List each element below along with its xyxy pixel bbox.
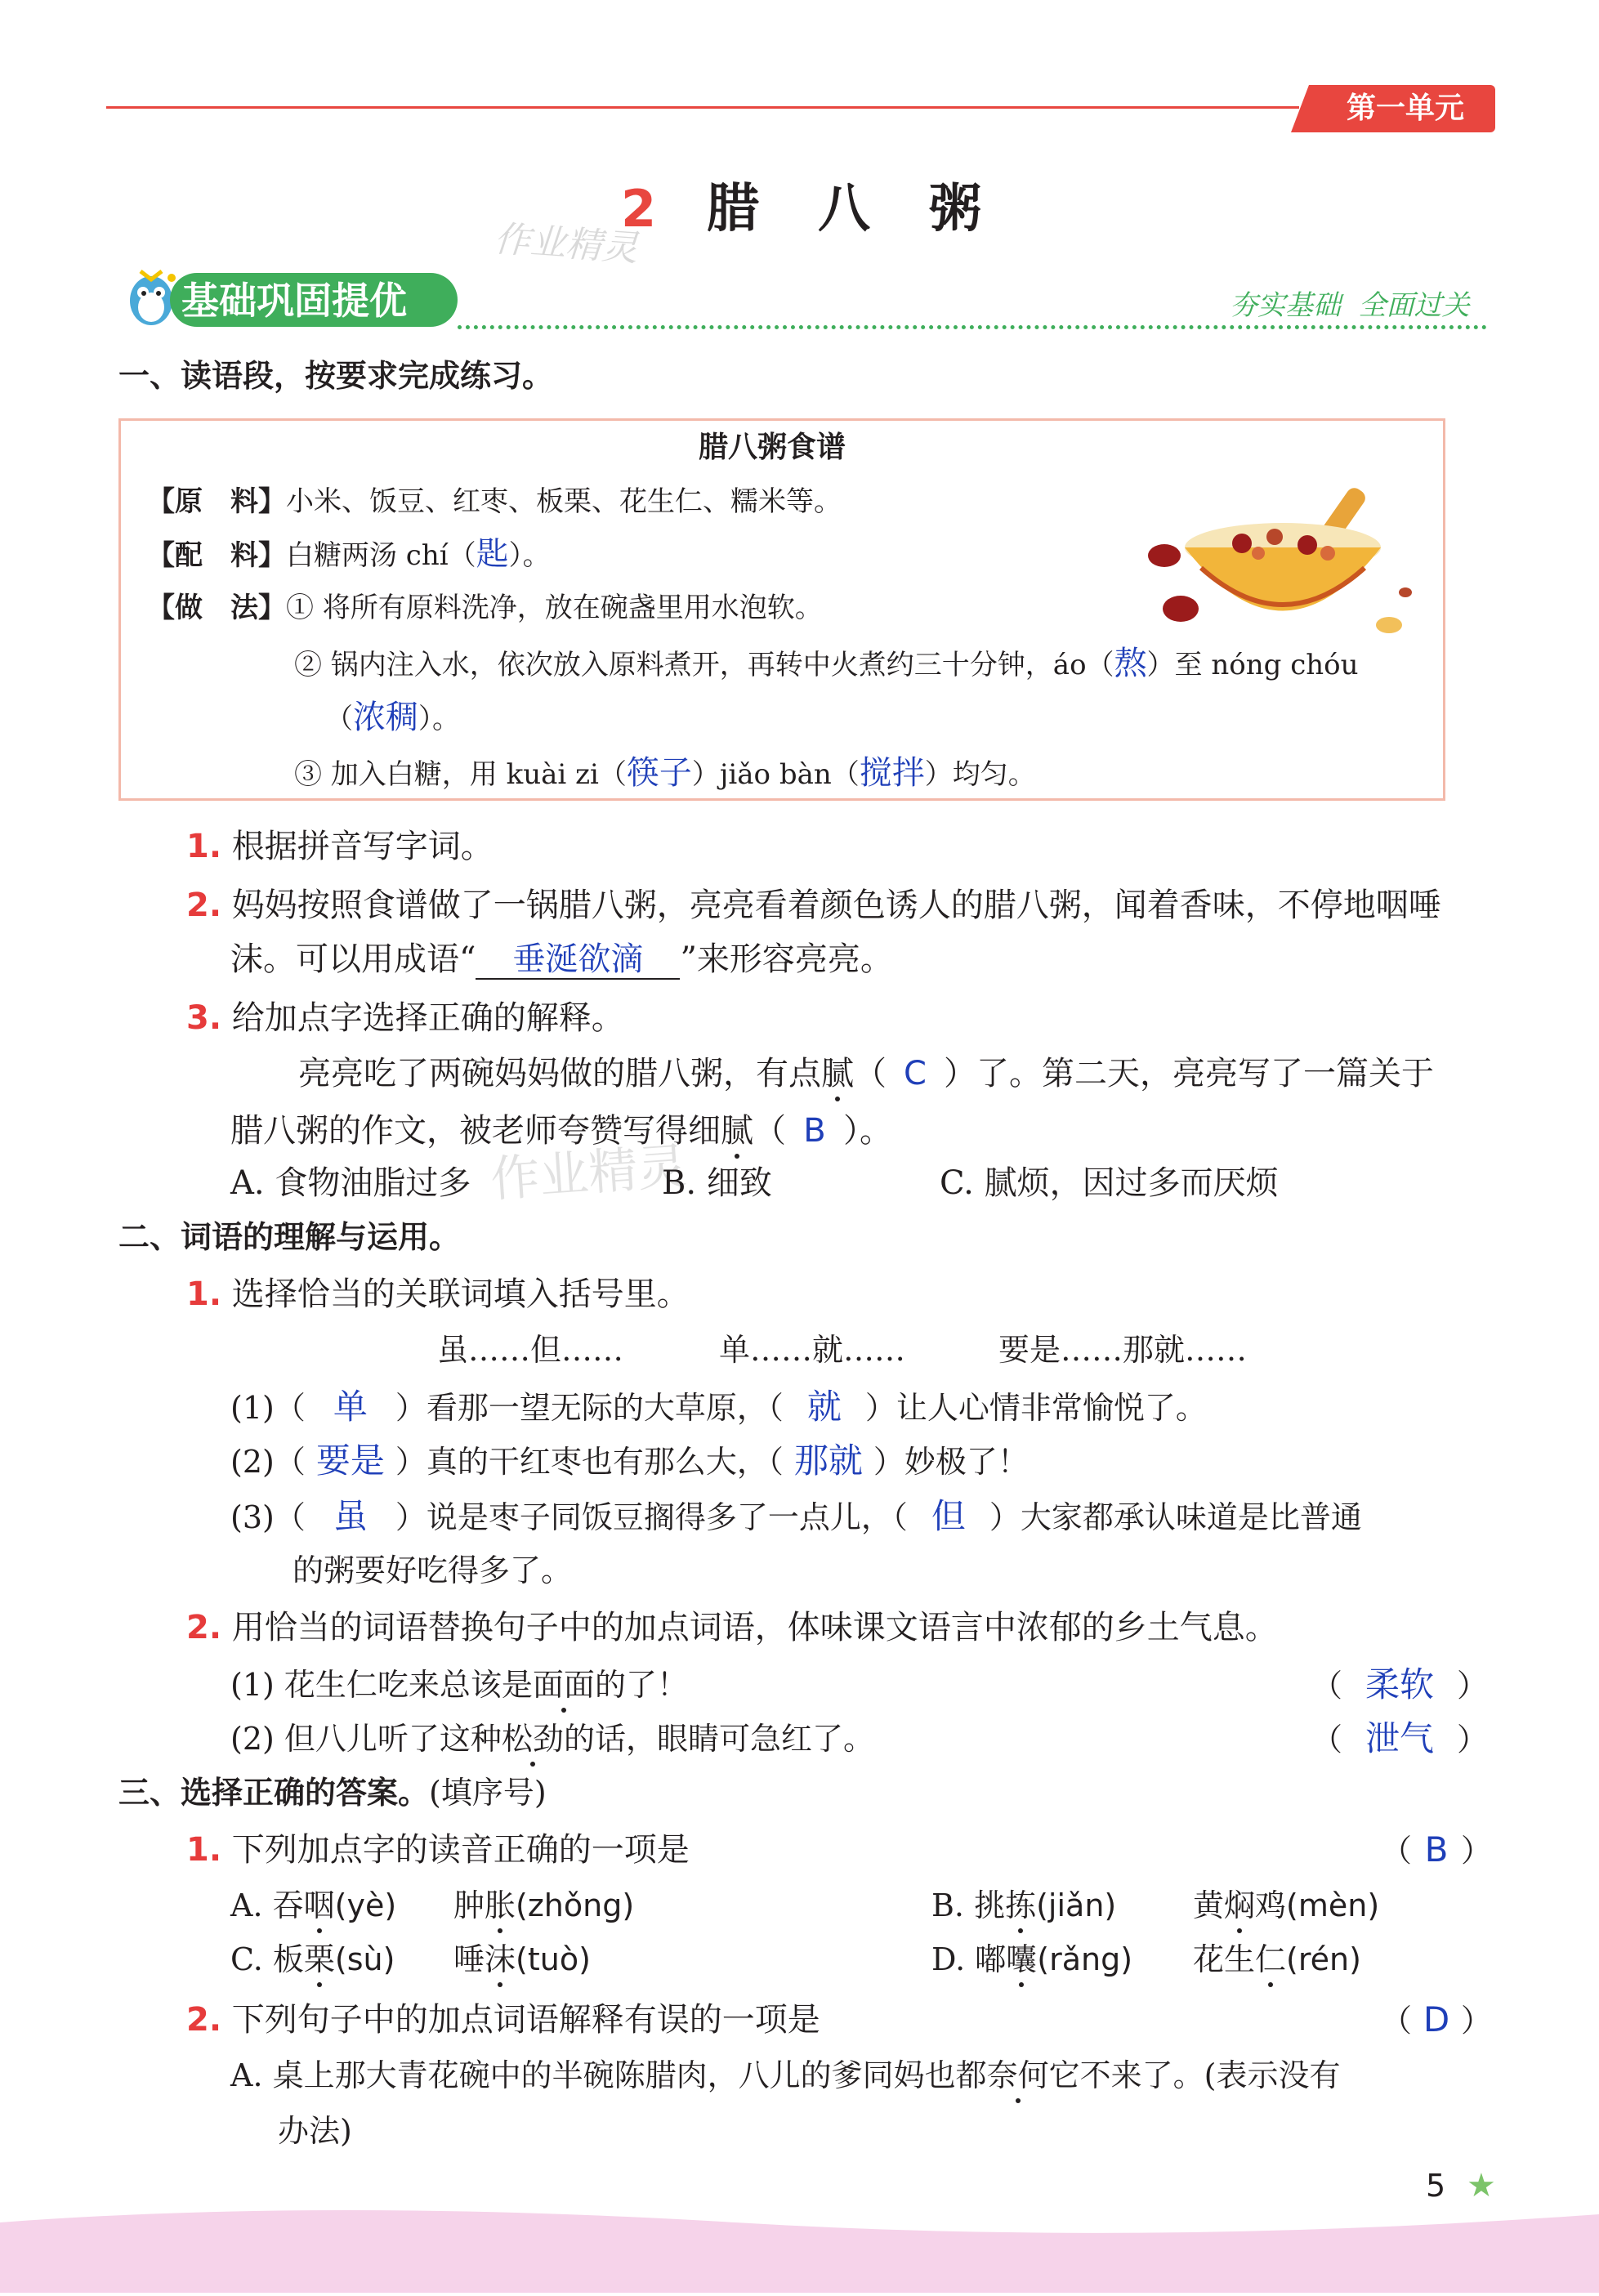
answer-choice: D bbox=[1423, 1999, 1450, 2039]
p1-q2-line1 bbox=[186, 884, 1441, 927]
footer-wave bbox=[0, 2190, 1599, 2293]
part1-heading: 一、读语段，按要求完成练习。 bbox=[118, 358, 554, 394]
question-number: 3. bbox=[186, 999, 222, 1037]
question-text: 妈妈按照食谱做了一锅腊八粥，亮亮看着颜色诱人的腊八粥，闻着香味，不停地咽唾 bbox=[231, 887, 1441, 924]
recipe-row-method3 bbox=[294, 752, 1036, 796]
answer-conj2: 但 bbox=[931, 1496, 966, 1536]
recipe-ingredients-text: 小米、饭豆、红枣、板栗、花生仁、糯米等。 bbox=[286, 485, 842, 518]
p3-q1-answer: （ B ） bbox=[1381, 1829, 1493, 1869]
dotted-word: 面面 bbox=[533, 1664, 595, 1706]
sentence-text: (2) 但八儿听了这种 bbox=[230, 1721, 502, 1757]
dotted-char: 胀 bbox=[485, 1884, 516, 1927]
recipe-step1: ① 将所有原料洗净，放在碗盏里用水泡软。 bbox=[286, 592, 823, 624]
question-text: 下列加点字的读音正确的一项是 bbox=[231, 1831, 690, 1869]
pinyin: (yè) bbox=[334, 1887, 397, 1923]
question-number: 2. bbox=[186, 887, 222, 924]
recipe-row-method1 bbox=[147, 587, 823, 629]
answer-conj1: 要是 bbox=[315, 1441, 385, 1481]
sub-number: (1) bbox=[230, 1390, 275, 1426]
header-rule bbox=[106, 106, 1299, 109]
p3-q2 bbox=[186, 1999, 820, 2041]
pinyin: (rén) bbox=[1286, 1941, 1361, 1977]
p1-q3-optC: C. 腻烦，因过多而厌烦 bbox=[940, 1164, 1279, 1202]
pinyin: (tuò) bbox=[516, 1941, 591, 1977]
paren-open: （ bbox=[854, 1055, 887, 1092]
dotted-char: 沫 bbox=[485, 1938, 516, 1981]
recipe-row-ingredients bbox=[147, 480, 842, 523]
unit-tag-label: 第一单元 bbox=[1346, 92, 1464, 125]
passage-text: 亮亮吃了两碗妈妈做的腊八粥，有点 bbox=[298, 1055, 821, 1092]
question-number: 2. bbox=[186, 1609, 222, 1646]
question-number: 2. bbox=[186, 2001, 222, 2039]
dotted-char: 栗 bbox=[304, 1938, 335, 1981]
sub-number: (2) bbox=[230, 1444, 275, 1480]
answer-nongchou: 浓稠 bbox=[353, 699, 418, 736]
p1-q3-optB: B. 细致 bbox=[662, 1164, 772, 1202]
page-number: 5 bbox=[1426, 2168, 1446, 2204]
answer-conj1: 单 bbox=[333, 1387, 368, 1427]
sub-number: (3) bbox=[230, 1499, 275, 1535]
answer-idiom: 垂涎欲滴 bbox=[476, 940, 680, 980]
p3-q1-optD2 bbox=[1193, 1938, 1361, 1981]
question-text: 根据拼音写字词。 bbox=[231, 828, 494, 865]
p3-q1-optB1 bbox=[931, 1884, 1116, 1927]
p2-q1-s3-line2: 的粥要好吃得多了。 bbox=[293, 1552, 573, 1588]
sentence-text: (1) 花生仁吃来总该是 bbox=[230, 1667, 533, 1703]
pinyin: 鸡(mèn) bbox=[1255, 1887, 1380, 1923]
passage-text: ）了。第二天，亮亮写了一篇关于 bbox=[944, 1055, 1434, 1092]
question-text: 下列句子中的加点词语解释有误的一项是 bbox=[231, 2001, 820, 2039]
p3-q1-optA2 bbox=[453, 1884, 634, 1927]
dotted-char: 腻 bbox=[821, 1052, 854, 1095]
recipe-label-method: 【做 法】 bbox=[147, 592, 286, 624]
porridge-bowl-image bbox=[1144, 478, 1422, 658]
word-bank-3: 要是……那就…… bbox=[998, 1332, 1248, 1368]
recipe-step2-end: ）至 nóng chóu bbox=[1146, 649, 1359, 681]
word-bank-1: 虽……但…… bbox=[437, 1332, 624, 1368]
option-text: C. 板 bbox=[230, 1941, 304, 1977]
option-text: D. 嘟 bbox=[931, 1941, 1007, 1977]
p1-q3-optA: A. 食物油脂过多 bbox=[230, 1164, 471, 1202]
p1-q3 bbox=[186, 997, 624, 1039]
question-number: 1. bbox=[186, 1275, 222, 1313]
answer-choice: B bbox=[1424, 1829, 1449, 1869]
question-number: 1. bbox=[186, 828, 222, 865]
p2-q2-s2 bbox=[230, 1718, 874, 1760]
option-text: A. 桌上那大青花碗中的半碗陈腊肉，八儿的爹同妈也都 bbox=[230, 2057, 987, 2093]
p2-q1-s2: (2)（ 要是 ）真的干红枣也有那么大，（ 那就 ）妙极了！ bbox=[230, 1441, 1029, 1481]
p2-q1-s3: (3)（ 虽 ）说是枣子同饭豆搁得多了一点儿，（ 但 ）大家都承认味道是比普通 bbox=[230, 1496, 1362, 1536]
option-text: B. 挑 bbox=[931, 1887, 1006, 1923]
recipe-step3: ③ 加入白糖，用 kuài zi（ bbox=[294, 758, 627, 791]
dotted-char: 仁 bbox=[1255, 1938, 1286, 1981]
pinyin: (rǎng) bbox=[1037, 1941, 1133, 1977]
sentence-text: ）妙极了！ bbox=[873, 1444, 1029, 1480]
p3-q1-optA1 bbox=[230, 1884, 396, 1927]
dotted-char: 咽 bbox=[304, 1884, 335, 1927]
star-icon: ★ bbox=[1467, 2167, 1496, 2204]
part2-heading: 二、词语的理解与运用。 bbox=[118, 1219, 461, 1255]
answer-jiaoban: 搅拌 bbox=[859, 754, 925, 792]
p2-q2 bbox=[186, 1606, 1278, 1649]
sentence-text: 的话，眼睛可急红了。 bbox=[563, 1721, 874, 1757]
recipe-step3-end: ）均匀。 bbox=[924, 758, 1036, 791]
recipe-step2: ② 锅内注入水，依次放入原料煮开，再转中火煮约三十分钟，áo（ bbox=[294, 649, 1114, 681]
question-text: 选择恰当的关联词填入括号里。 bbox=[231, 1275, 690, 1313]
answer-conj2: 那就 bbox=[793, 1441, 863, 1481]
p3-q1-optC2 bbox=[453, 1938, 591, 1981]
recipe-row-method2b bbox=[325, 696, 460, 740]
dotted-word: 奈何 bbox=[987, 2054, 1049, 2097]
option-text: 唾 bbox=[453, 1941, 485, 1977]
recipe-row-seasoning bbox=[147, 533, 551, 577]
question-number: 1. bbox=[186, 1831, 222, 1869]
question-text: 给加点字选择正确的解释。 bbox=[231, 999, 624, 1037]
answer-word: 泄气 bbox=[1365, 1718, 1435, 1758]
sentence-text: ）大家都承认味道是比普通 bbox=[989, 1499, 1362, 1535]
passage-text: 腊八粥的作文，被老师夸赞写得细 bbox=[230, 1112, 721, 1150]
sentence-text: ）让人心情非常愉悦了。 bbox=[864, 1390, 1207, 1426]
p3-q2-answer: （ D ） bbox=[1381, 1999, 1493, 2039]
paren-open: （ bbox=[753, 1112, 786, 1150]
p1-q3-passage1 bbox=[298, 1052, 1434, 1095]
section-slogan: 夯实基础 全面过关 bbox=[1230, 289, 1470, 322]
recipe-seasoning-text: 白糖两汤 chí（ bbox=[286, 539, 476, 572]
pinyin: (jiǎn) bbox=[1036, 1887, 1117, 1923]
answer-word: 柔软 bbox=[1365, 1664, 1435, 1704]
recipe-label-seasoning: 【配 料】 bbox=[147, 539, 286, 572]
dotted-word: 松劲 bbox=[502, 1718, 564, 1760]
word-bank-2: 单……就…… bbox=[719, 1332, 906, 1368]
recipe-step3-mid: ）jiǎo bàn（ bbox=[691, 758, 860, 791]
question-text: ”来形容亮亮。 bbox=[680, 940, 893, 978]
dotted-char: 囔 bbox=[1006, 1938, 1037, 1981]
p1-q1 bbox=[186, 825, 494, 868]
paren-open: （ bbox=[325, 703, 353, 735]
dotted-char: 焖 bbox=[1224, 1884, 1255, 1927]
answer-choice: B bbox=[803, 1112, 826, 1150]
watermark-top: 作业精灵 bbox=[493, 217, 640, 270]
answer-chi: 匙 bbox=[476, 535, 509, 573]
option-text: 它不来了。(表示没有 bbox=[1048, 2057, 1341, 2093]
p2-q2-s2-answer: （ 泄气 ） bbox=[1311, 1718, 1489, 1758]
p3-q2-optA-line2: 办法) bbox=[278, 2113, 352, 2149]
dotted-char: 腻 bbox=[721, 1110, 753, 1152]
section-banner-label: 基础巩固提优 bbox=[181, 279, 407, 323]
p3-q1-optB2 bbox=[1193, 1884, 1379, 1927]
pinyin: (sù) bbox=[334, 1941, 395, 1977]
passage-text: ）。 bbox=[843, 1112, 892, 1150]
recipe-seasoning-end: ）。 bbox=[508, 539, 551, 572]
part3-heading-note: (填序号) bbox=[429, 1775, 547, 1811]
p1-q2-line2 bbox=[230, 938, 893, 980]
pinyin: (zhǒng) bbox=[516, 1887, 635, 1923]
sentence-text: ）真的干红枣也有那么大，（ bbox=[395, 1444, 784, 1480]
banner-dotted-rule bbox=[458, 325, 1487, 329]
option-text: 黄 bbox=[1193, 1887, 1225, 1923]
dotted-char: 拣 bbox=[1005, 1884, 1036, 1927]
recipe-label-ingredients: 【原 料】 bbox=[147, 485, 286, 518]
page-title: 腊 八 粥 bbox=[707, 178, 985, 239]
recipe-title: 腊八粥食谱 bbox=[699, 431, 846, 464]
p2-q2-s1-answer: （ 柔软 ） bbox=[1311, 1664, 1489, 1704]
p2-q1-s1: (1)（ 单 ）看那一望无际的大草原，（ 就 ）让人心情非常愉悦了。 bbox=[230, 1387, 1207, 1427]
sentence-text: ）看那一望无际的大草原，（ bbox=[395, 1390, 784, 1426]
answer-kuaizi: 筷子 bbox=[626, 754, 692, 792]
watermark-mid: 作业精灵 bbox=[489, 1137, 689, 1209]
option-text: A. 吞 bbox=[230, 1887, 304, 1923]
answer-ao: 熬 bbox=[1114, 645, 1147, 682]
sentence-text: ）说是枣子同饭豆搁得多了一点儿，（ bbox=[395, 1499, 908, 1535]
option-text: 花生 bbox=[1193, 1941, 1256, 1977]
part3-heading bbox=[118, 1771, 547, 1814]
option-text: 肿 bbox=[453, 1887, 485, 1923]
answer-choice: C bbox=[904, 1055, 927, 1092]
sentence-text: 的了！ bbox=[594, 1667, 688, 1703]
p2-q1 bbox=[186, 1273, 690, 1316]
paren-close: ）。 bbox=[418, 703, 460, 735]
question-text: 沫。可以用成语“ bbox=[230, 940, 476, 978]
question-text: 用恰当的词语替换句子中的加点词语，体味课文语言中浓郁的乡土气息。 bbox=[231, 1609, 1278, 1646]
p2-q2-s1 bbox=[230, 1664, 688, 1706]
answer-conj1: 虽 bbox=[333, 1496, 368, 1536]
p3-q1-optD1 bbox=[931, 1938, 1132, 1981]
part3-heading-text: 三、选择正确的答案。 bbox=[118, 1775, 430, 1811]
p3-q1-optC1 bbox=[230, 1938, 395, 1981]
answer-conj2: 就 bbox=[806, 1387, 842, 1427]
p3-q1 bbox=[186, 1829, 690, 1871]
p3-q2-optA-line1 bbox=[230, 2054, 1340, 2097]
lesson-number: 2 bbox=[621, 179, 657, 239]
